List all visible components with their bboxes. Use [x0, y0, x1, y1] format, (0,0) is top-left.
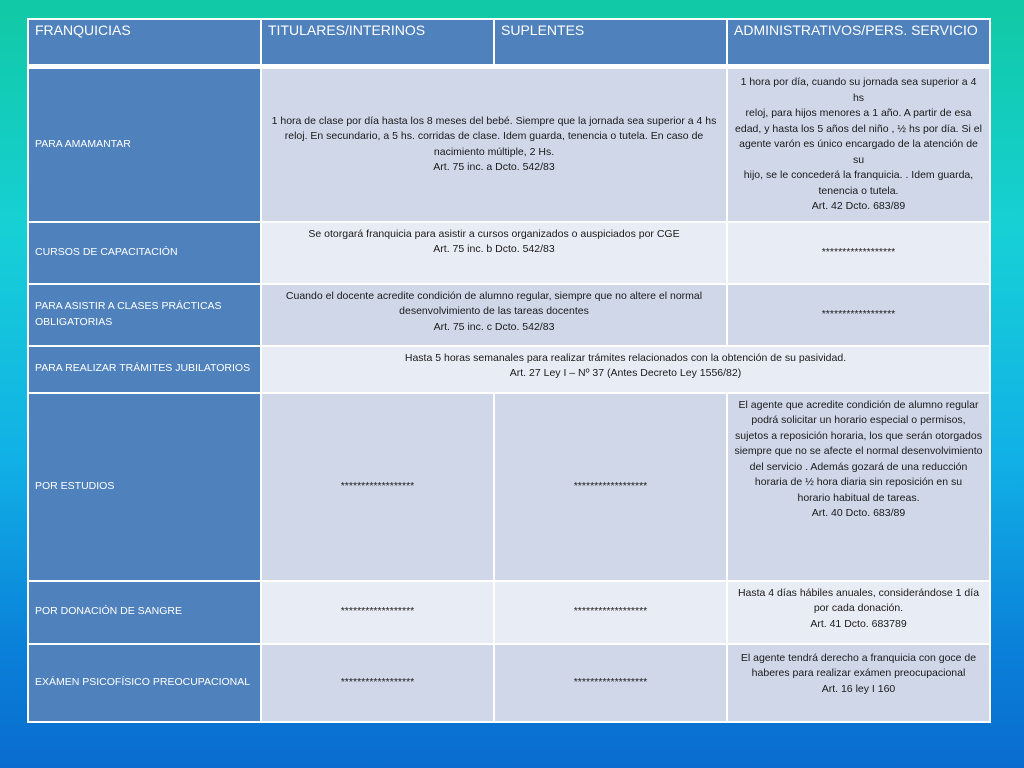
text-line: hijo, se le concederá la franquicia. . Idem guarda,: [743, 169, 974, 181]
text-line: tenencia o tutela.: [818, 184, 899, 197]
text-line: por cada donación.: [813, 602, 904, 614]
sangre-suplentes-cell: ******************: [494, 581, 727, 644]
sangre-titulares-cell: ******************: [261, 581, 494, 644]
row-label-amamantar: PARA AMAMANTAR: [28, 67, 261, 222]
text-line: Se otorgará franquicia para asistir a cursos organizados o auspiciados por CGE: [308, 227, 680, 240]
header-suplentes: SUPLENTES: [494, 19, 727, 67]
text-line: horario habitual de tareas.: [797, 491, 920, 504]
text-line: del servicio . Además gozará de una reducción: [749, 460, 968, 473]
cursos-admin-cell: ******************: [727, 222, 990, 284]
text-line: 1 hora de clase por día hasta los 8 meses del bebé. Siempre que la jornada sea superior a 4 hs: [271, 114, 717, 127]
header-franquicias: FRANQUICIAS: [28, 19, 261, 67]
row-label-jubilatorios: PARA REALIZAR TRÁMITES JUBILATORIOS: [28, 346, 261, 393]
psicofisico-titulares-cell: ******************: [261, 644, 494, 722]
row-label-line: OBLIGATORIAS: [35, 315, 113, 328]
row-label-practicas: [28, 284, 261, 346]
text-line: horaria de ½ hora diaria sin reposición en su: [754, 476, 963, 488]
row-label-psicofisico: EXÁMEN PSICOFÍSICO PREOCUPACIONAL: [28, 644, 261, 722]
header-titulares-interinos: TITULARES/INTERINOS: [261, 19, 494, 67]
cursos-docentes-cell: [261, 222, 727, 284]
text-line: sujetos a reposición horaria, los que serán otorgados: [735, 429, 982, 442]
text-line: edad, y hasta los 5 años del niño , ½ hs por día. Si el: [735, 122, 982, 135]
row-label-sangre: POR DONACIÓN DE SANGRE: [28, 581, 261, 644]
text-line: Art. 42 Dcto. 683/89: [811, 200, 906, 212]
row-psicofisico: [28, 644, 990, 722]
text-line: Hasta 5 horas semanales para realizar trámites relacionados con la obtención de su pasividad.: [404, 351, 847, 364]
header-row: [28, 19, 990, 67]
header-administrativos: ADMINISTRATIVOS/PERS. SERVICIO: [727, 19, 990, 67]
text-line: nacimiento múltiple, 2 Hs.: [433, 145, 555, 158]
text-line: agente varón es único encargado de la atención de su: [739, 138, 978, 166]
text-line: El agente tendrá derecho a franquicia con goce de: [740, 651, 977, 664]
sangre-admin-cell: [727, 581, 990, 644]
psicofisico-suplentes-cell: ******************: [494, 644, 727, 722]
psicofisico-admin-cell: [727, 644, 990, 722]
row-cursos: [28, 222, 990, 284]
text-line: Art. 75 inc. a Dcto. 542/83: [433, 161, 555, 174]
franquicias-table: [27, 18, 991, 723]
text-line: Art. 16 ley I 160: [821, 682, 896, 695]
text-line: El agente que acredite condición de alumno regular: [738, 398, 979, 411]
estudios-suplentes-cell: ******************: [494, 393, 727, 581]
amamantar-docentes-cell: [261, 67, 727, 222]
text-line: reloj. En secundario, a 5 hs. corridas de clase. Idem guarda, tenencia o tutela. En caso de: [284, 130, 704, 143]
row-label-cursos: CURSOS DE CAPACITACIÓN: [28, 222, 261, 284]
amamantar-admin-cell: [727, 67, 990, 222]
practicas-docentes-cell: [261, 284, 727, 346]
text-line: Art. 75 inc. c Dcto. 542/83: [433, 320, 555, 333]
estudios-titulares-cell: ******************: [261, 393, 494, 581]
text-line: podrá solicitar un horario especial o permisos,: [751, 414, 966, 426]
row-sangre: [28, 581, 990, 644]
text-line: haberes para realizar exámen preocupacional: [751, 667, 966, 679]
row-amamantar: [28, 67, 990, 222]
text-line: Art. 75 inc. b Dcto. 542/83: [433, 243, 555, 255]
estudios-admin-cell: [727, 393, 990, 581]
text-line: desenvolvimiento de las tareas docentes: [399, 305, 589, 317]
text-line: Art. 27 Ley I – Nº 37 (Antes Decreto Ley 1556/82): [509, 367, 742, 379]
practicas-admin-cell: ******************: [727, 284, 990, 346]
text-line: Art. 41 Dcto. 683789: [810, 617, 907, 630]
text-line: Cuando el docente acredite condición de alumno regular, siempre que no altere el normal: [285, 289, 703, 302]
text-line: siempre que no se afecte el normal desenvolvimiento: [734, 445, 983, 457]
text-line: reloj, para hijos menores a 1 año. A partir de esa: [745, 107, 972, 119]
row-practicas: [28, 284, 990, 346]
row-estudios: [28, 393, 990, 581]
text-line: Art. 40 Dcto. 683/89: [811, 507, 906, 519]
row-label-line: PARA ASISTIR A CLASES PRÁCTICAS: [35, 300, 222, 312]
row-jubilatorios: [28, 346, 990, 393]
text-line: Hasta 4 días hábiles anuales, considerándose 1 día: [737, 586, 980, 599]
jubilatorios-all-cell: [261, 346, 990, 393]
row-label-estudios: POR ESTUDIOS: [28, 393, 261, 581]
text-line: 1 hora por día, cuando su jornada sea superior a 4 hs: [740, 76, 977, 104]
